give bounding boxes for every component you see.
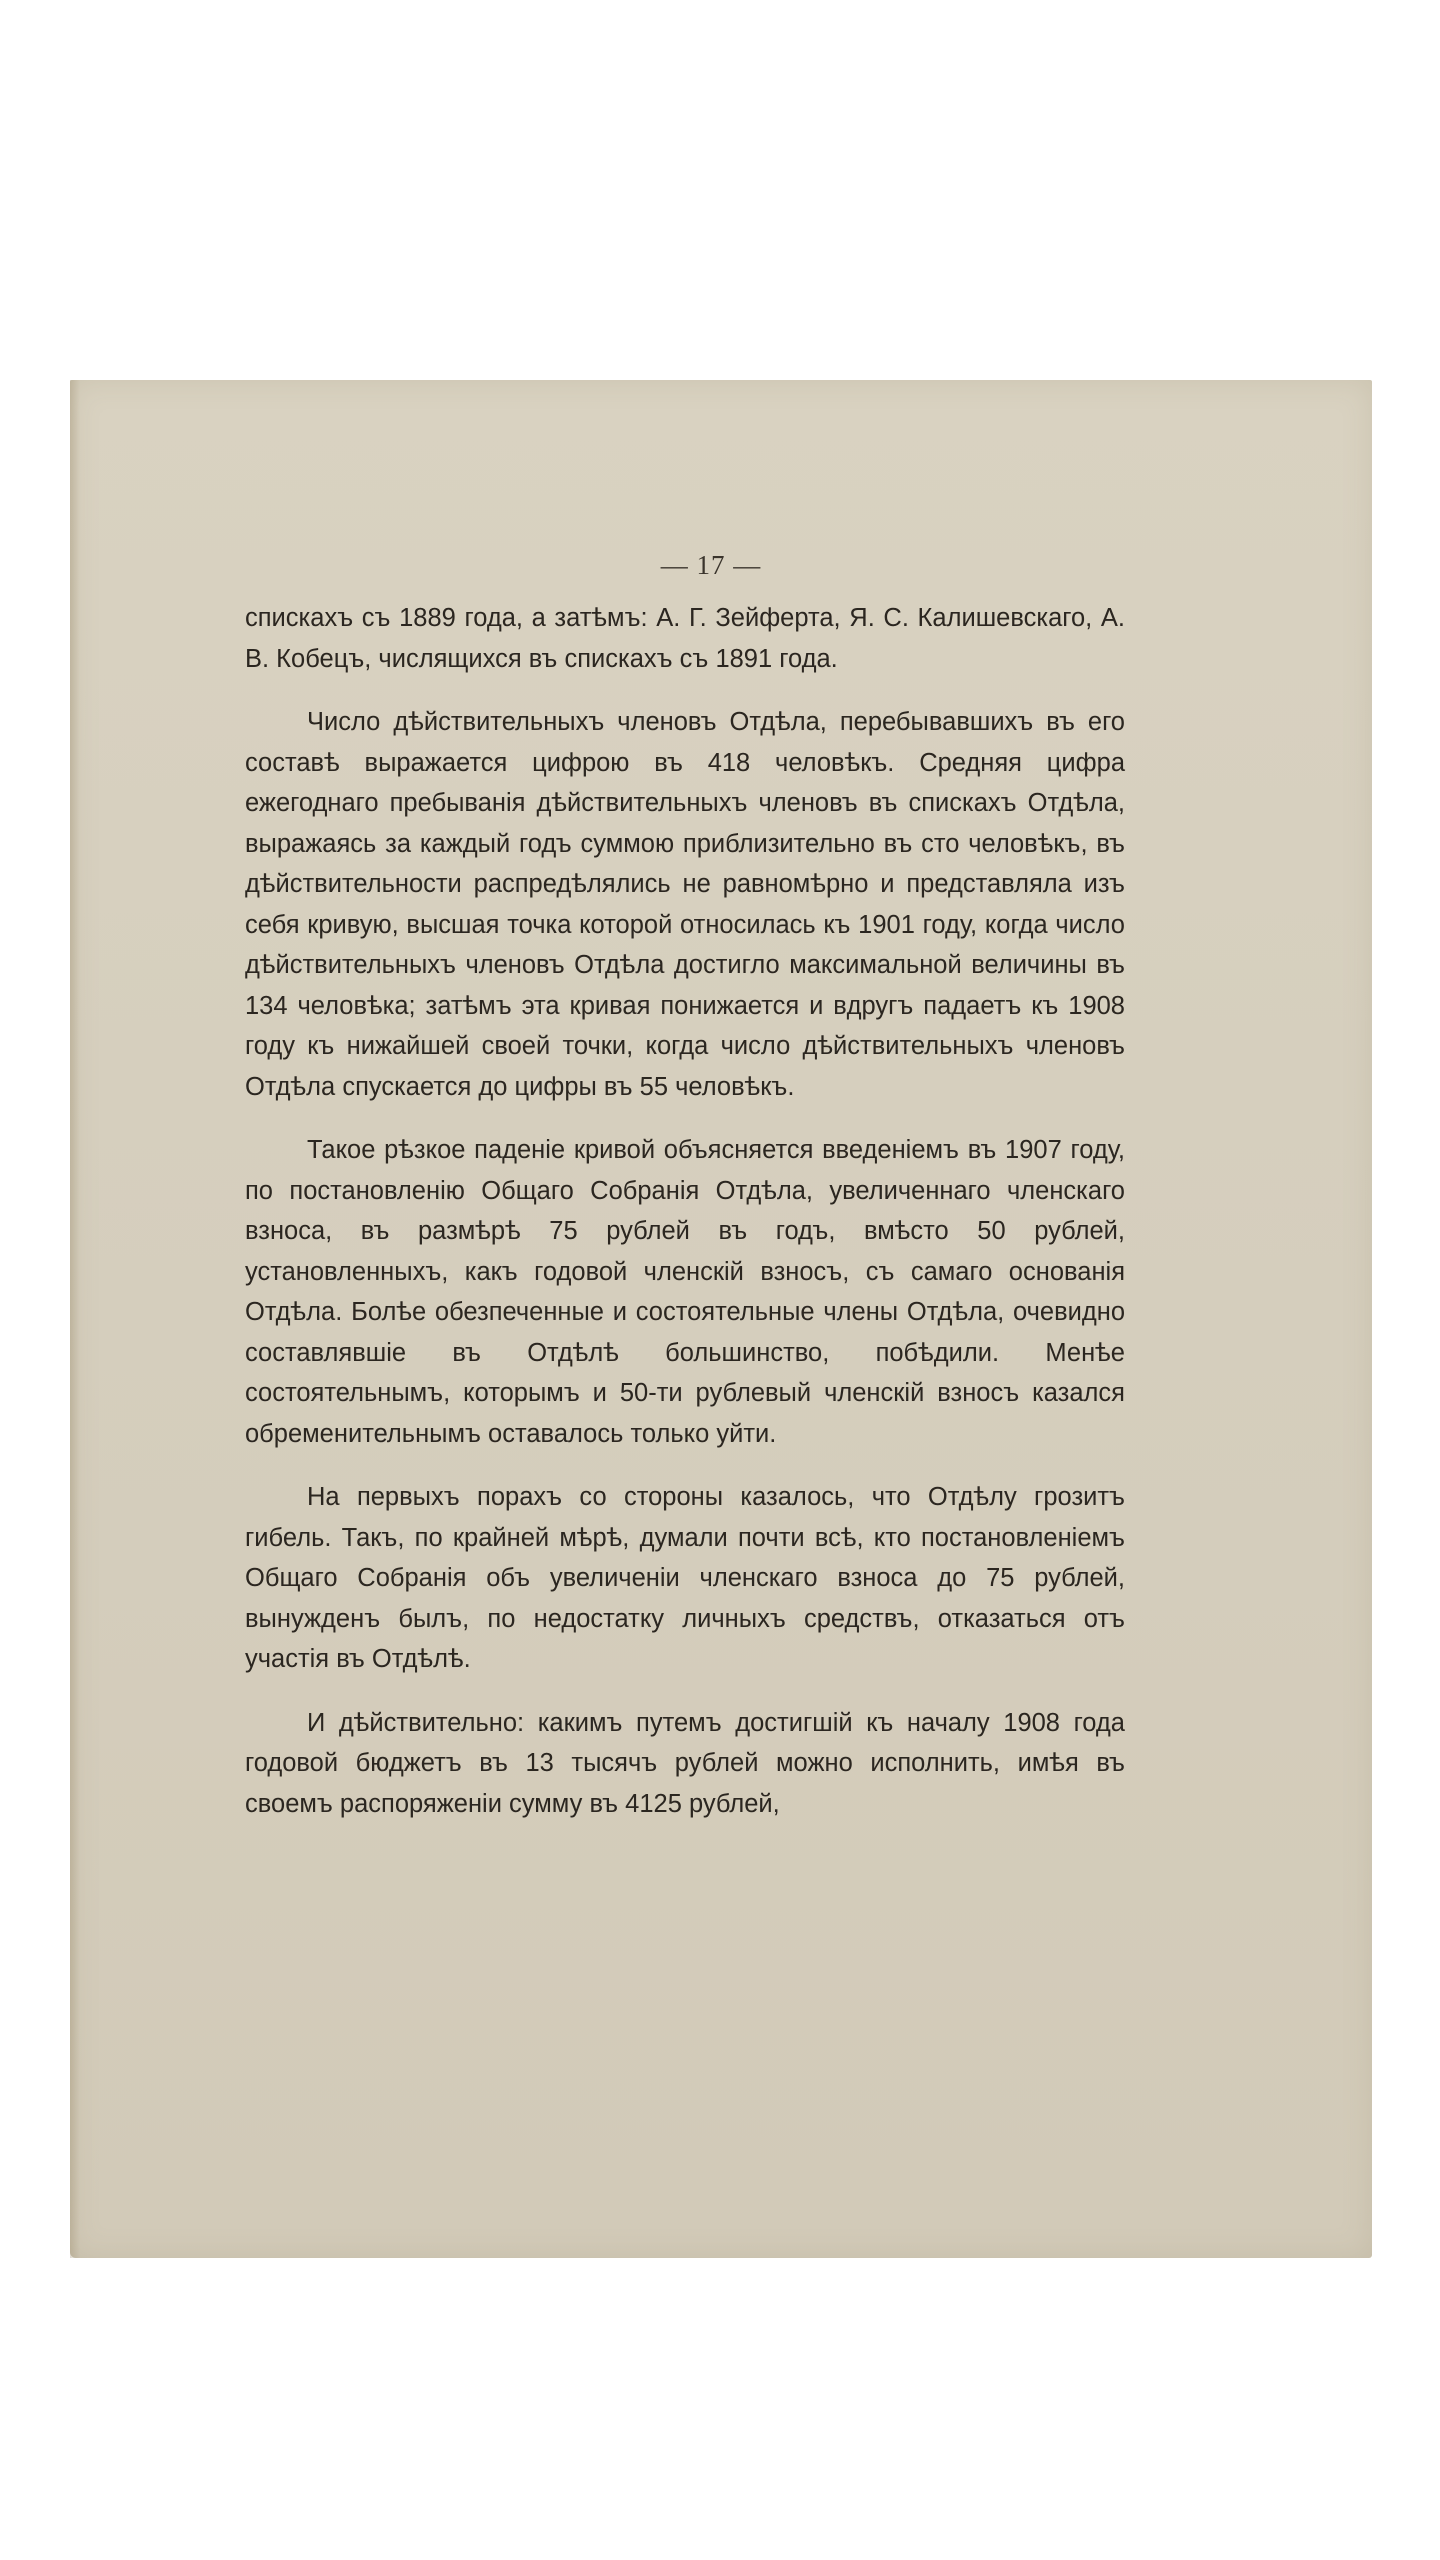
- page-body: [245, 598, 1125, 1847]
- document-page: [70, 380, 1372, 2258]
- paragraph-fee-increase: Такое рѣзкое паденіе кривой объясняется введеніемъ въ 1907 году, по постановленію Общаго Собранія Отдѣла, увеличеннаго членскаго взноса, въ размѣрѣ 75 рублей въ годъ, вмѣсто 50 рублей, установленныхъ, какъ годовой членскій взносъ, съ самаго основанія Отдѣла. Болѣе обезпеченные и состоятельные члены Отдѣла, очевидно составлявшіе въ Отдѣлѣ большинство, побѣдили. Менѣе состоятельнымъ, которымъ и 50-ти рублевый членскій взносъ казался обременительнымъ оставалось только уйти.: [245, 1136, 1125, 1448]
- paragraph-budget: И дѣйствительно: какимъ путемъ достигшій къ началу 1908 года годовой бюджетъ въ 13 тысячъ рублей можно исполнить, имѣя въ своемъ распоряженіи сумму въ 4125 рублей,: [245, 1708, 1125, 1818]
- paragraph-threat: На первыхъ порахъ со стороны казалось, что Отдѣлу грозитъ гибель. Такъ, по крайней мѣрѣ, думали почти всѣ, кто постановленіемъ Общаго Собранія объ увеличеніи членскаго взноса до 75 рублей, вынужденъ былъ, по недостатку личныхъ средствъ, отказаться отъ участія въ Отдѣлѣ.: [245, 1483, 1125, 1673]
- paragraph-continuation: спискахъ съ 1889 года, а затѣмъ: А. Г. Зейферта, Я. С. Калишевскаго, А. В. Кобецъ, числящихся въ спискахъ съ 1891 года.: [245, 604, 1125, 673]
- page-number: — 17 —: [660, 550, 762, 580]
- paragraph-member-count: Число дѣйствительныхъ членовъ Отдѣла, перебывавшихъ въ его составѣ выражается цифрою въ 418 человѣкъ. Средняя цифра ежегоднаго пребыванія дѣйствительныхъ членовъ въ спискахъ Отдѣла, выражаясь за каждый годъ суммою приблизительно въ сто человѣкъ, въ дѣйствительности распредѣлялись не равномѣрно и представляла изъ себя кривую, высшая точка которой относилась къ 1901 году, когда число дѣйствительныхъ членовъ Отдѣла достигло максимальной величины въ 134 человѣка; затѣмъ эта кривая понижается и вдругъ падаетъ къ 1908 году къ нижайшей своей точки, когда число дѣйствительныхъ членовъ Отдѣла спускается до цифры въ 55 человѣкъ.: [245, 708, 1125, 1101]
